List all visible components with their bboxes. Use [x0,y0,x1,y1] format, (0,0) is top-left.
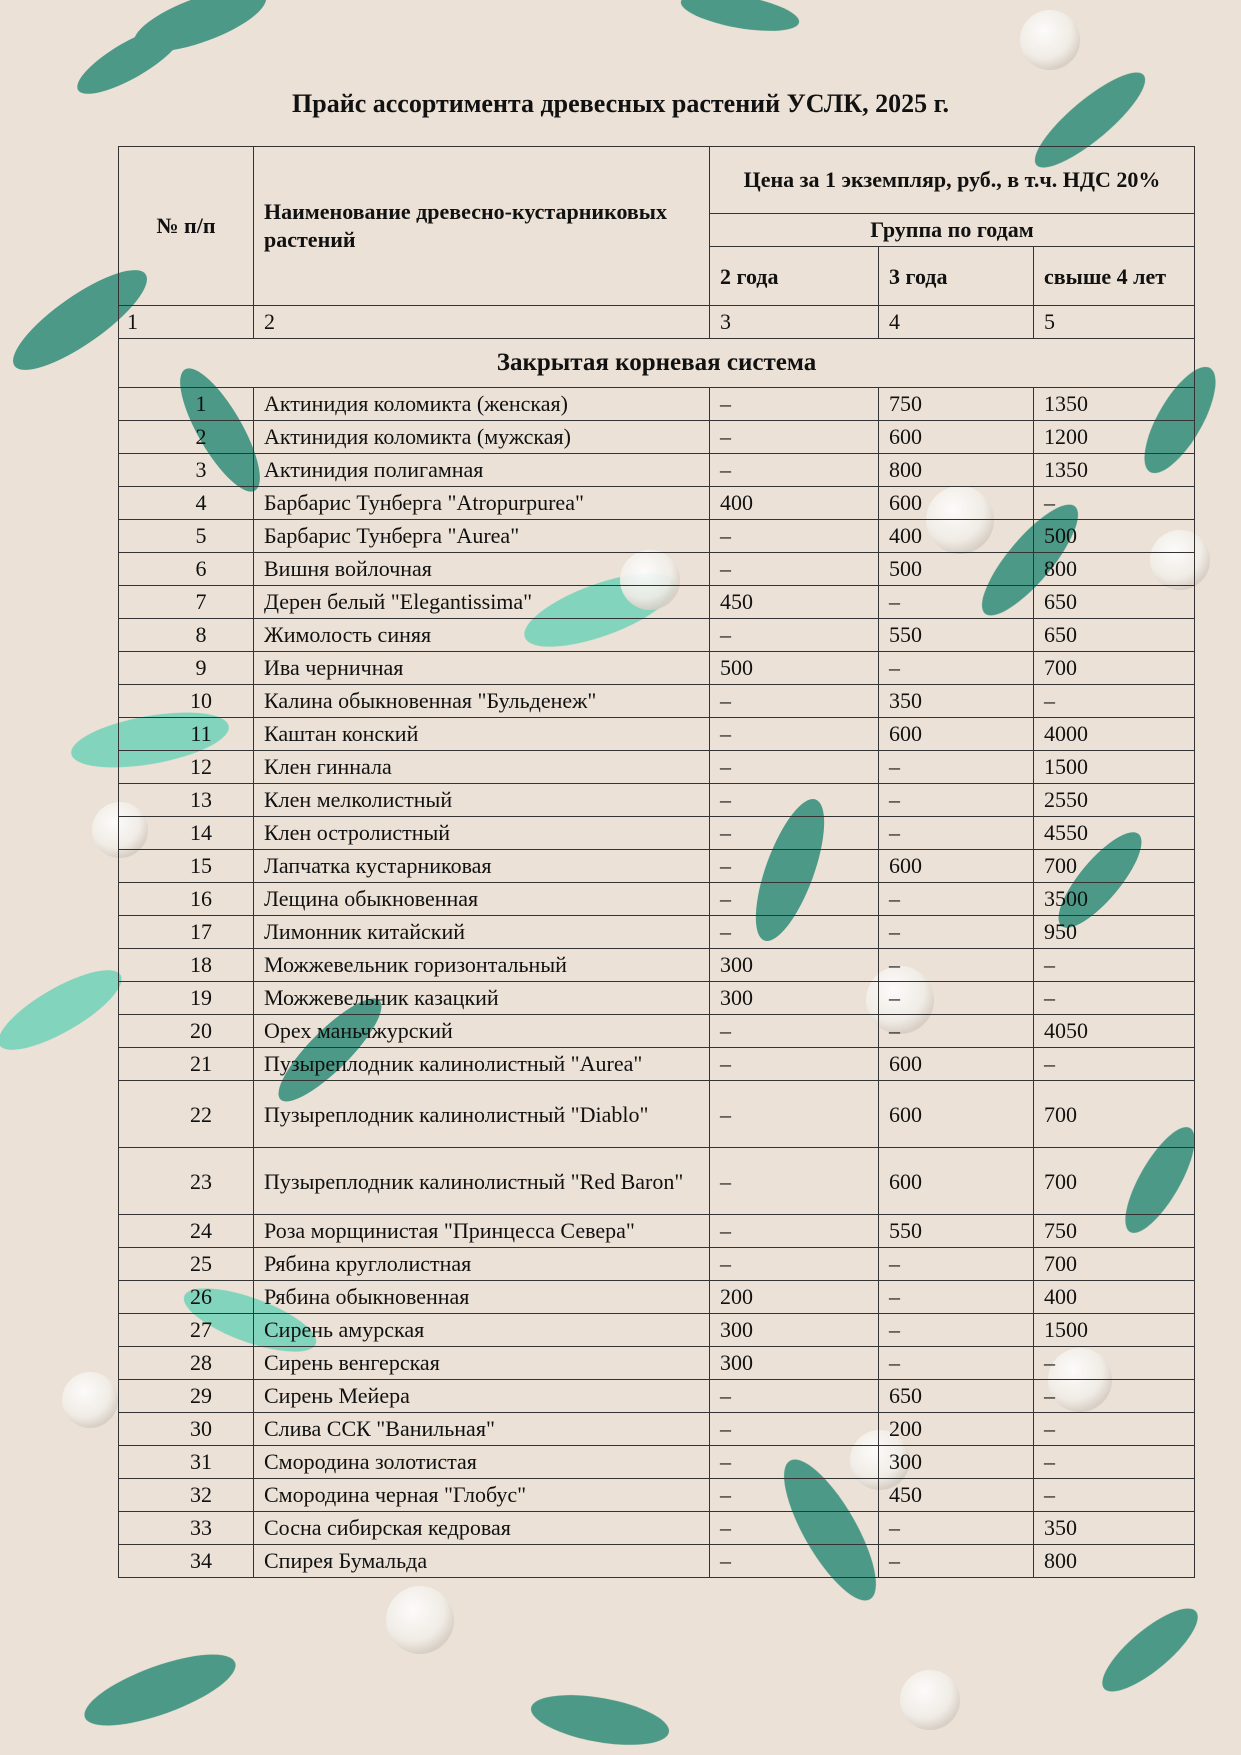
price-3-years: – [879,1347,1034,1380]
price-4-plus-years: – [1034,1380,1195,1413]
price-2-years: – [710,1413,879,1446]
table-row [119,1479,1195,1512]
row-number: 16 [119,883,254,916]
price-4-plus-years: 650 [1034,586,1195,619]
table-row [119,685,1195,718]
row-number: 26 [119,1281,254,1314]
row-number: 8 [119,619,254,652]
table-row [119,421,1195,454]
header-num: № п/п [119,147,254,306]
price-3-years: – [879,817,1034,850]
price-3-years: – [879,916,1034,949]
plant-name: Лещина обыкновенная [254,883,710,916]
price-3-years: – [879,751,1034,784]
row-number: 9 [119,652,254,685]
price-2-years: – [710,685,879,718]
price-2-years: – [710,883,879,916]
price-4-plus-years: 1200 [1034,421,1195,454]
price-4-plus-years: – [1034,1413,1195,1446]
price-3-years: – [879,652,1034,685]
price-2-years: – [710,520,879,553]
price-2-years: – [710,619,879,652]
column-number: 1 [119,306,254,339]
price-2-years: 200 [710,1281,879,1314]
column-number-row [119,306,1195,339]
price-2-years: – [710,850,879,883]
plant-name: Актинидия коломикта (женская) [254,388,710,421]
table-row [119,850,1195,883]
price-2-years: – [710,784,879,817]
plant-name: Лапчатка кустарниковая [254,850,710,883]
header-row [119,147,1195,214]
row-number: 25 [119,1248,254,1281]
price-3-years: 600 [879,1081,1034,1148]
price-4-plus-years: 800 [1034,553,1195,586]
table-row [119,553,1195,586]
row-number: 31 [119,1446,254,1479]
plant-name: Сирень венгерская [254,1347,710,1380]
price-4-plus-years: 700 [1034,1148,1195,1215]
price-3-years: – [879,586,1034,619]
price-4-plus-years: – [1034,685,1195,718]
table-row [119,520,1195,553]
column-number: 3 [710,306,879,339]
price-3-years: – [879,1545,1034,1578]
price-4-plus-years: 4050 [1034,1015,1195,1048]
price-4-plus-years: 650 [1034,619,1195,652]
plant-name: Рябина круглолистная [254,1248,710,1281]
row-number: 27 [119,1314,254,1347]
table-row [119,1314,1195,1347]
price-3-years: 550 [879,1215,1034,1248]
price-4-plus-years: – [1034,1446,1195,1479]
price-3-years: – [879,1281,1034,1314]
price-2-years: 400 [710,487,879,520]
header-name: Наименование древесно-кустарниковых растений [254,147,710,306]
plant-name: Вишня войлочная [254,553,710,586]
price-3-years: 600 [879,421,1034,454]
table-row [119,1048,1195,1081]
price-3-years: 600 [879,718,1034,751]
table-row [119,454,1195,487]
table-row [119,1215,1195,1248]
page-title: Прайс ассортимента древесных растений УСЛК, 2025 г. [292,89,949,118]
table-row [119,1148,1195,1215]
price-2-years: – [710,1148,879,1215]
price-4-plus-years: 350 [1034,1512,1195,1545]
price-3-years: – [879,1512,1034,1545]
table-row [119,1015,1195,1048]
table-row [119,916,1195,949]
table-row [119,1413,1195,1446]
price-4-plus-years: 1350 [1034,454,1195,487]
price-4-plus-years: 700 [1034,1248,1195,1281]
header-price: Цена за 1 экземпляр, руб., в т.ч. НДС 20% [710,147,1195,214]
plant-name: Слива ССК "Ванильная" [254,1413,710,1446]
price-2-years: 300 [710,949,879,982]
row-number: 19 [119,982,254,1015]
plant-name: Клен гиннала [254,751,710,784]
price-4-plus-years: 700 [1034,652,1195,685]
price-2-years: 500 [710,652,879,685]
column-number: 4 [879,306,1034,339]
price-3-years: 200 [879,1413,1034,1446]
price-4-plus-years: 400 [1034,1281,1195,1314]
price-2-years: – [710,421,879,454]
row-number: 7 [119,586,254,619]
price-3-years: 450 [879,1479,1034,1512]
table-row [119,652,1195,685]
plant-name: Сосна сибирская кедровая [254,1512,710,1545]
price-2-years: – [710,1081,879,1148]
price-3-years: 600 [879,487,1034,520]
price-4-plus-years: 950 [1034,916,1195,949]
header-year: свыше 4 лет [1034,247,1195,306]
price-2-years: 300 [710,1347,879,1380]
plant-name: Актинидия коломикта (мужская) [254,421,710,454]
price-3-years: 600 [879,1048,1034,1081]
price-3-years: – [879,1248,1034,1281]
price-3-years: – [879,949,1034,982]
table-row [119,751,1195,784]
header-group: Группа по годам [710,214,1195,247]
price-4-plus-years: – [1034,982,1195,1015]
price-2-years: – [710,454,879,487]
plant-name: Жимолость синяя [254,619,710,652]
price-4-plus-years: 2550 [1034,784,1195,817]
plant-name: Можжевельник горизонтальный [254,949,710,982]
price-3-years: 500 [879,553,1034,586]
table-row [119,949,1195,982]
price-4-plus-years: 3500 [1034,883,1195,916]
price-4-plus-years: 1500 [1034,1314,1195,1347]
table-row [119,1512,1195,1545]
price-4-plus-years: – [1034,1048,1195,1081]
price-4-plus-years: 1350 [1034,388,1195,421]
price-3-years: – [879,1015,1034,1048]
row-number: 21 [119,1048,254,1081]
row-number: 18 [119,949,254,982]
price-3-years: 300 [879,1446,1034,1479]
price-3-years: 600 [879,850,1034,883]
price-2-years: – [710,1215,879,1248]
price-3-years: – [879,883,1034,916]
plant-name: Сирень амурская [254,1314,710,1347]
plant-name: Ива черничная [254,652,710,685]
plant-name: Клен остролистный [254,817,710,850]
table-row [119,1081,1195,1148]
row-number: 14 [119,817,254,850]
row-number: 6 [119,553,254,586]
price-2-years: – [710,1015,879,1048]
plant-name: Лимонник китайский [254,916,710,949]
row-number: 29 [119,1380,254,1413]
row-number: 32 [119,1479,254,1512]
row-number: 5 [119,520,254,553]
row-number: 2 [119,421,254,454]
plant-name: Смородина золотистая [254,1446,710,1479]
price-2-years: – [710,1248,879,1281]
table-row [119,784,1195,817]
row-number: 11 [119,718,254,751]
price-3-years: 750 [879,388,1034,421]
plant-name: Барбарис Тунберга "Atropurpurea" [254,487,710,520]
plant-name: Пузыреплодник калинолистный "Diablo" [254,1081,710,1148]
row-number: 30 [119,1413,254,1446]
plant-name: Можжевельник казацкий [254,982,710,1015]
price-2-years: – [710,718,879,751]
plant-name: Каштан конский [254,718,710,751]
table-row [119,586,1195,619]
table-row [119,817,1195,850]
price-2-years: – [710,553,879,586]
row-number: 15 [119,850,254,883]
price-2-years: – [710,388,879,421]
price-2-years: – [710,751,879,784]
price-4-plus-years: 750 [1034,1215,1195,1248]
price-3-years: 800 [879,454,1034,487]
column-number: 2 [254,306,710,339]
table-row [119,1545,1195,1578]
price-2-years: – [710,1512,879,1545]
price-4-plus-years: 500 [1034,520,1195,553]
plant-name: Рябина обыкновенная [254,1281,710,1314]
price-3-years: 400 [879,520,1034,553]
row-number: 28 [119,1347,254,1380]
row-number: 20 [119,1015,254,1048]
row-number: 13 [119,784,254,817]
price-2-years: 300 [710,1314,879,1347]
plant-name: Барбарис Тунберга "Aurea" [254,520,710,553]
header-year: 3 года [879,247,1034,306]
price-2-years: – [710,1048,879,1081]
price-4-plus-years: – [1034,1479,1195,1512]
price-3-years: 650 [879,1380,1034,1413]
table-row [119,388,1195,421]
table-row [119,718,1195,751]
price-3-years: – [879,784,1034,817]
plant-name: Калина обыкновенная "Бульденеж" [254,685,710,718]
row-number: 17 [119,916,254,949]
price-4-plus-years: 700 [1034,850,1195,883]
plant-name: Смородина черная "Глобус" [254,1479,710,1512]
price-2-years: – [710,1380,879,1413]
row-number: 33 [119,1512,254,1545]
table-row [119,1281,1195,1314]
price-4-plus-years: – [1034,1347,1195,1380]
table-row [119,487,1195,520]
row-number: 12 [119,751,254,784]
price-2-years: 300 [710,982,879,1015]
price-4-plus-years: 800 [1034,1545,1195,1578]
price-3-years: 550 [879,619,1034,652]
price-2-years: 450 [710,586,879,619]
plant-name: Пузыреплодник калинолистный "Red Baron" [254,1148,710,1215]
price-3-years: – [879,982,1034,1015]
section-row [119,339,1195,388]
row-number: 1 [119,388,254,421]
plant-name: Дерен белый "Elegantissima" [254,586,710,619]
table-row [119,619,1195,652]
row-number: 34 [119,1545,254,1578]
plant-name: Роза морщинистая "Принцесса Севера" [254,1215,710,1248]
table-row [119,883,1195,916]
price-4-plus-years: 4550 [1034,817,1195,850]
row-number: 3 [119,454,254,487]
table-row [119,1347,1195,1380]
table-row [119,1248,1195,1281]
column-number: 5 [1034,306,1195,339]
plant-name: Актинидия полигамная [254,454,710,487]
price-2-years: – [710,1446,879,1479]
price-table [118,146,1195,1578]
plant-name: Клен мелколистный [254,784,710,817]
row-number: 24 [119,1215,254,1248]
table-row [119,982,1195,1015]
row-number: 10 [119,685,254,718]
header-year: 2 года [710,247,879,306]
price-2-years: – [710,916,879,949]
price-2-years: – [710,1479,879,1512]
row-number: 4 [119,487,254,520]
plant-name: Сирень Мейера [254,1380,710,1413]
row-number: 23 [119,1148,254,1215]
price-4-plus-years: – [1034,487,1195,520]
price-3-years: 600 [879,1148,1034,1215]
row-number: 22 [119,1081,254,1148]
table-row [119,1380,1195,1413]
price-3-years: – [879,1314,1034,1347]
plant-name: Пузыреплодник калинолистный "Aurea" [254,1048,710,1081]
price-2-years: – [710,1545,879,1578]
plant-name: Орех маньчжурский [254,1015,710,1048]
section-title: Закрытая корневая система [119,339,1195,388]
price-4-plus-years: 700 [1034,1081,1195,1148]
price-4-plus-years: 1500 [1034,751,1195,784]
plant-name: Спирея Бумальда [254,1545,710,1578]
price-2-years: – [710,817,879,850]
price-4-plus-years: – [1034,949,1195,982]
price-4-plus-years: 4000 [1034,718,1195,751]
table-row [119,1446,1195,1479]
price-3-years: 350 [879,685,1034,718]
